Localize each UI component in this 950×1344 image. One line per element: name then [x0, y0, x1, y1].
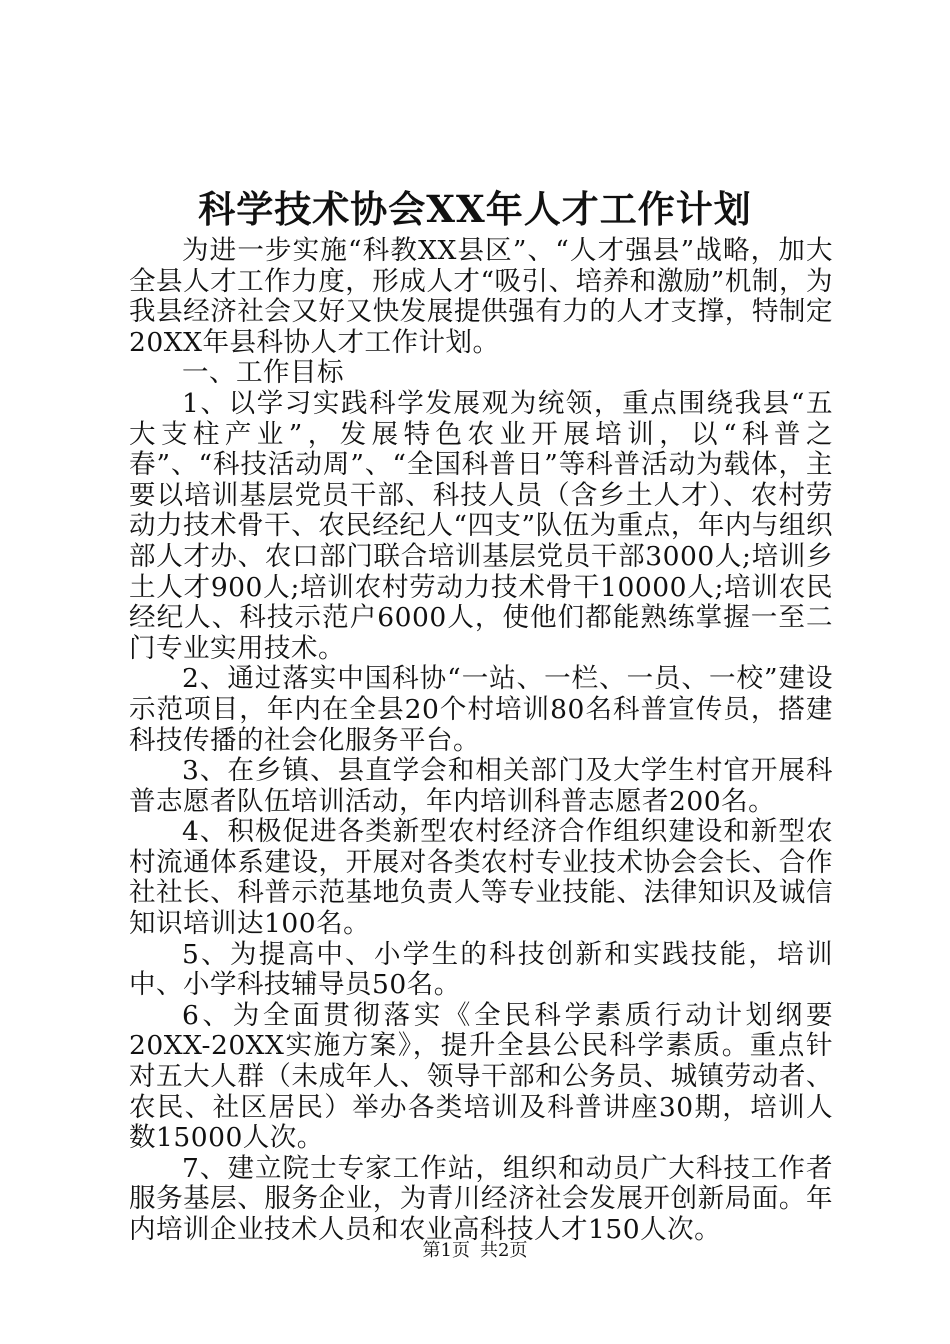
document-body	[129, 236, 833, 1246]
intro-paragraph: 为进一步实施“科教XX县区”、“人才强县”战略，加大全县人才工作力度，形成人才“吸引、培养和激励”机制，为我县经济社会又好又快发展提供强有力的人才支撑，特制定20XX年县科协人才工作计划。	[129, 235, 833, 358]
goal-item-5: 5、为提高中、小学生的科技创新和实践技能，培训中、小学科技辅导员50名。	[129, 938, 833, 1001]
goal-item-1: 1、以学习实践科学发展观为统领，重点围绕我县“五大支柱产业”，发展特色农业开展培训，以“科普之春”、“科技活动周”、“全国科普日”等科普活动为载体，主要以培训基层党员干部、科技人员（含乡土人才）、农村劳动力技术骨干、农民经纪人“四支”队伍为重点，年内与组织部人才办、农口部门联合培训基层党员干部3000人;培训乡土人才900人;培训农村劳动力技术骨干10000人;培训农民经纪人、科技示范户6000人，使他们都能熟练掌握一至二门专业实用技术。	[129, 387, 833, 664]
goal-item-6: 6、为全面贯彻落实《全民科学素质行动计划纲要20XX-20XX实施方案》，提升全县公民科学素质。重点针对五大人群（未成年人、领导干部和公务员、城镇劳动者、农民、社区居民）举办各类培训及科普讲座30期，培训人数15000人次。	[129, 999, 833, 1154]
document-title: 科学技术协会XX年人才工作计划	[198, 187, 752, 231]
goal-item-2: 2、通过落实中国科协“一站、一栏、一员、一校”建设示范项目，年内在全县20个村培训80名科普宣传员，搭建科技传播的社会化服务平台。	[129, 663, 833, 756]
page-footer	[0, 1238, 950, 1264]
section-heading-goals: 一、工作目标	[182, 357, 344, 389]
goal-item-4: 4、积极促进各类新型农村经济合作组织建设和新型农村流通体系建设，开展对各类农村专业技术协会会长、合作社社长、科普示范基地负责人等专业技能、法律知识及诚信知识培训达100名。	[129, 816, 833, 940]
page-total: 共2页	[480, 1240, 528, 1261]
goal-item-7: 7、建立院士专家工作站，组织和动员广大科技工作者服务基层、服务企业，为青川经济社会发展开创新局面。年内培训企业技术人员和农业高科技人才150人次。	[129, 1152, 833, 1245]
goal-item-3: 3、在乡镇、县直学会和相关部门及大学生村官开展科普志愿者队伍培训活动，年内培训科普志愿者200名。	[129, 755, 833, 817]
page-number: 第1页	[422, 1240, 470, 1261]
